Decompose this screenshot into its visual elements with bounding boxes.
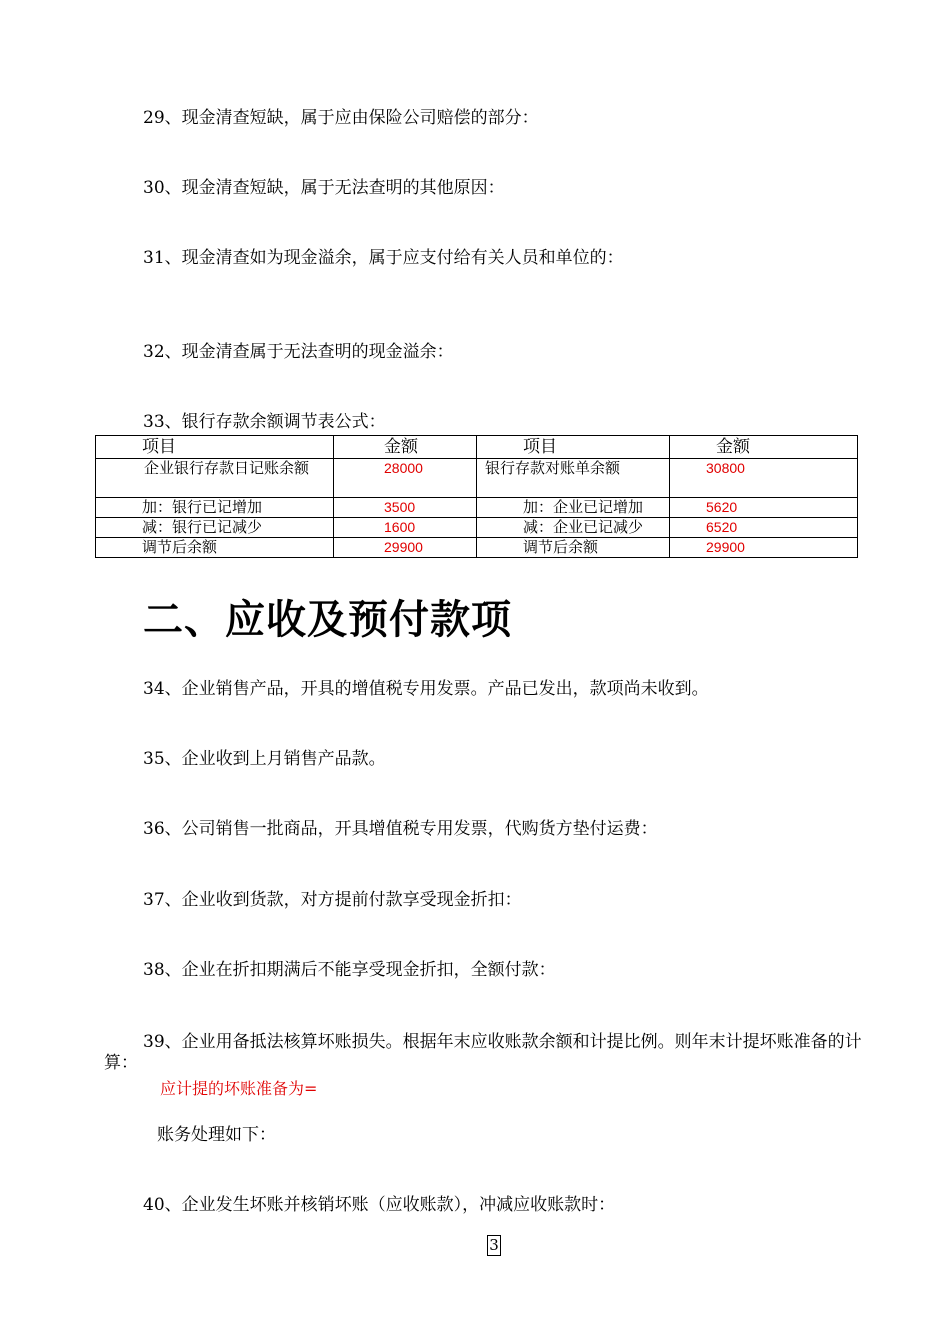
table-cell: 减：银行已记减少 [96, 518, 334, 538]
table-cell-amount: 5620 [670, 498, 858, 518]
page-number: 3 [487, 1235, 501, 1256]
table-cell: 加：企业已记增加 [477, 498, 670, 518]
question-30: 30、现金清查短缺，属于无法查明的其他原因： [143, 178, 505, 198]
table-row [96, 538, 858, 558]
question-34: 34、企业销售产品，开具的增值税专用发票。产品已发出，款项尚未收到。 [143, 679, 709, 699]
table-header-cell: 项目 [477, 436, 670, 459]
table-cell: 调节后余额 [96, 538, 334, 558]
table-cell-amount: 3500 [334, 498, 477, 518]
question-35: 35、企业收到上月销售产品款。 [143, 749, 386, 769]
table-cell-amount: 28000 [334, 459, 477, 498]
table-header-cell: 项目 [96, 436, 334, 459]
table-row [96, 518, 858, 538]
bad-debt-formula: 应计提的坏账准备为= [160, 1079, 318, 1098]
table-header-cell: 金额 [334, 436, 477, 459]
table-cell-amount: 29900 [670, 538, 858, 558]
table-cell: 减：企业已记减少 [477, 518, 670, 538]
table-cell-amount: 1600 [334, 518, 477, 538]
table-cell: 银行存款对账单余额 [477, 459, 670, 498]
question-39: 39、企业用备抵法核算坏账损失。根据年末应收账款余额和计提比例。则年末计提坏账准备的计算： [104, 1032, 862, 1073]
question-36: 36、公司销售一批商品，开具增值税专用发票，代购货方垫付运费： [143, 819, 658, 839]
table-cell: 企业银行存款日记账余额 [96, 459, 334, 498]
bank-reconciliation-table [95, 435, 858, 558]
table-row [96, 459, 858, 498]
question-38: 38、企业在折扣期满后不能享受现金折扣，全额付款： [143, 960, 556, 980]
question-32: 32、现金清查属于无法查明的现金溢余： [143, 342, 454, 362]
question-37: 37、企业收到货款，对方提前付款享受现金折扣： [143, 890, 522, 910]
section-heading: 二、应收及预付款项 [143, 597, 512, 643]
table-row [96, 498, 858, 518]
question-29: 29、现金清查短缺，属于应由保险公司赔偿的部分： [143, 108, 539, 128]
table-cell-amount: 29900 [334, 538, 477, 558]
table-cell-amount: 30800 [670, 459, 858, 498]
table-header-row [96, 436, 858, 459]
table-cell: 调节后余额 [477, 538, 670, 558]
question-33: 33、银行存款余额调节表公式： [143, 412, 386, 432]
question-40: 40、企业发生坏账并核销坏账（应收账款），冲减应收账款时： [143, 1195, 616, 1215]
question-31: 31、现金清查如为现金溢余，属于应支付给有关人员和单位的： [143, 248, 624, 268]
table-cell: 加：银行已记增加 [96, 498, 334, 518]
table-header-cell: 金额 [670, 436, 858, 459]
accounting-note: 账务处理如下： [157, 1125, 276, 1145]
table-cell-amount: 6520 [670, 518, 858, 538]
